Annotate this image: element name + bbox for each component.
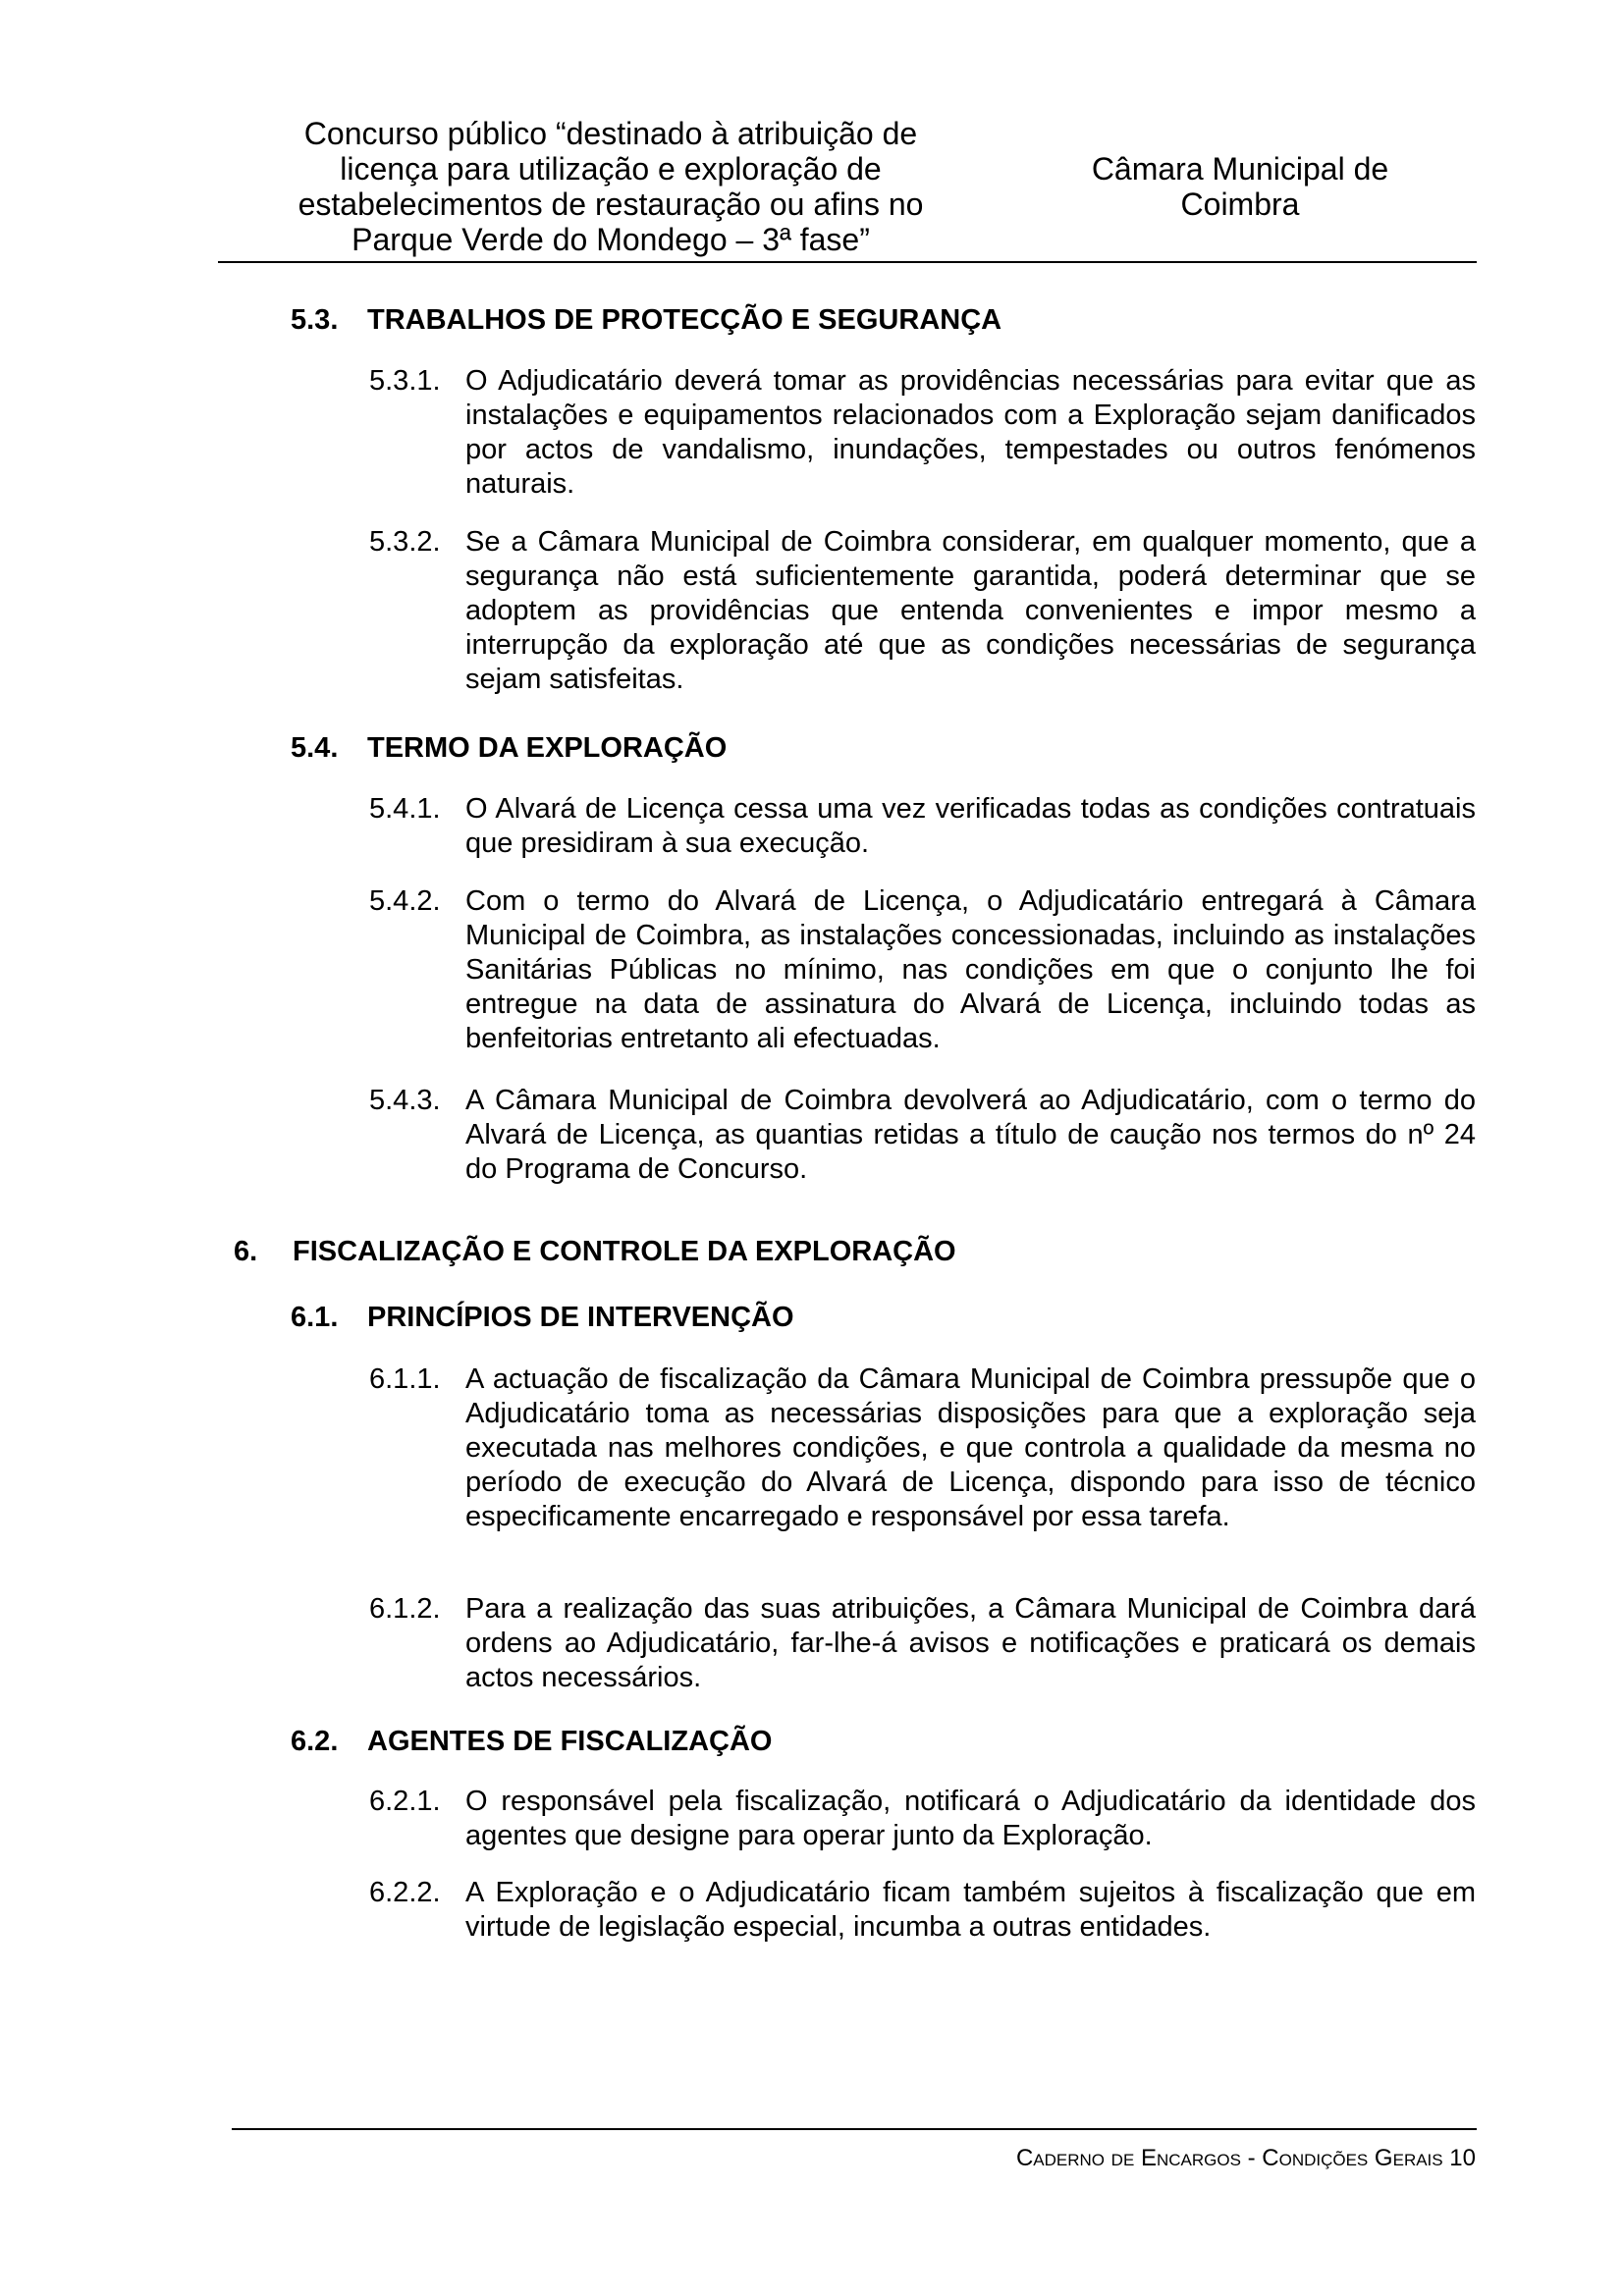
clause-5-4-3: 5.4.3. A Câmara Municipal de Coimbra devolverá ao Adjudicatário, com o termo do Alvará de Licença, as quantias retidas a título de caução nos termos do nº 24 do Programa de Concurso. xyxy=(369,1085,1476,1185)
page-footer xyxy=(1016,2144,1476,2173)
footer-divider xyxy=(232,2128,1477,2130)
page-header xyxy=(218,112,1477,263)
footer-document-label: Caderno de Encargos - Condições Gerais xyxy=(1015,2145,1443,2171)
header-organization: Câmara Municipal de Coimbra xyxy=(1091,151,1389,222)
clause-5-4-1: 5.4.1. O Alvará de Licença cessa uma vez verificadas todas as condições contratuais que presidiram à sua execução. xyxy=(369,793,1476,859)
clause-6-2-1: 6.2.1. O responsável pela fiscalização, notificará o Adjudicatário da identidade dos agentes que designe para operar junto da Exploração. xyxy=(369,1786,1476,1851)
clause-6-1-2: 6.1.2. Para a realização das suas atribuições, a Câmara Municipal de Coimbra dará ordens ao Adjudicatário, far-lhe-á avisos e notificações e praticará os demais actos necessários. xyxy=(369,1593,1476,1693)
page-number: 10 xyxy=(1449,2145,1476,2171)
header-contest-title: Concurso público “destinado à atribuição de licença para utilização e exploração de estabelecimentos de restauração ou afins no Parque Verde do Mondego – 3ª fase” xyxy=(298,116,924,257)
clause-5-3-1: 5.3.1. O Adjudicatário deverá tomar as providências necessárias para evitar que as instalações e equipamentos relacionados com a Exploração sejam danificados por actos de vandalismo, inundações, tempestades ou outros fenómenos naturais. xyxy=(369,365,1476,500)
clause-6-2-2: 6.2.2. A Exploração e o Adjudicatário ficam também sujeitos à fiscalização que em virtude de legislação especial, incumba a outras entidades. xyxy=(369,1877,1476,1943)
clause-5-4-2: 5.4.2. Com o termo do Alvará de Licença, o Adjudicatário entregará à Câmara Municipal de Coimbra, as instalações concessionadas, incluindo as instalações Sanitárias Públicas no mínimo, nas condições em que o conjunto lhe foi entregue na data de assinatura do Alvará de Licença, incluindo todas as benfeitorias entretanto ali efectuadas. xyxy=(369,885,1476,1054)
clause-6-1-1: 6.1.1. A actuação de fiscalização da Câmara Municipal de Coimbra pressupõe que o Adjudicatário toma as necessárias disposições para que a exploração seja executada nas melhores condições, e que controla a qualidade da mesma no período de execução do Alvará de Licença, dispondo para isso de técnico especificamente encarregado e responsável por essa tarefa. xyxy=(369,1363,1476,1532)
clause-5-3-2: 5.3.2. Se a Câmara Municipal de Coimbra considerar, em qualquer momento, que a segurança não está suficientemente garantida, poderá determinar que se adoptem as providências que entenda convenientes e impor mesmo a interrupção da exploração até que as condições necessárias de segurança sejam satisfeitas. xyxy=(369,526,1476,695)
